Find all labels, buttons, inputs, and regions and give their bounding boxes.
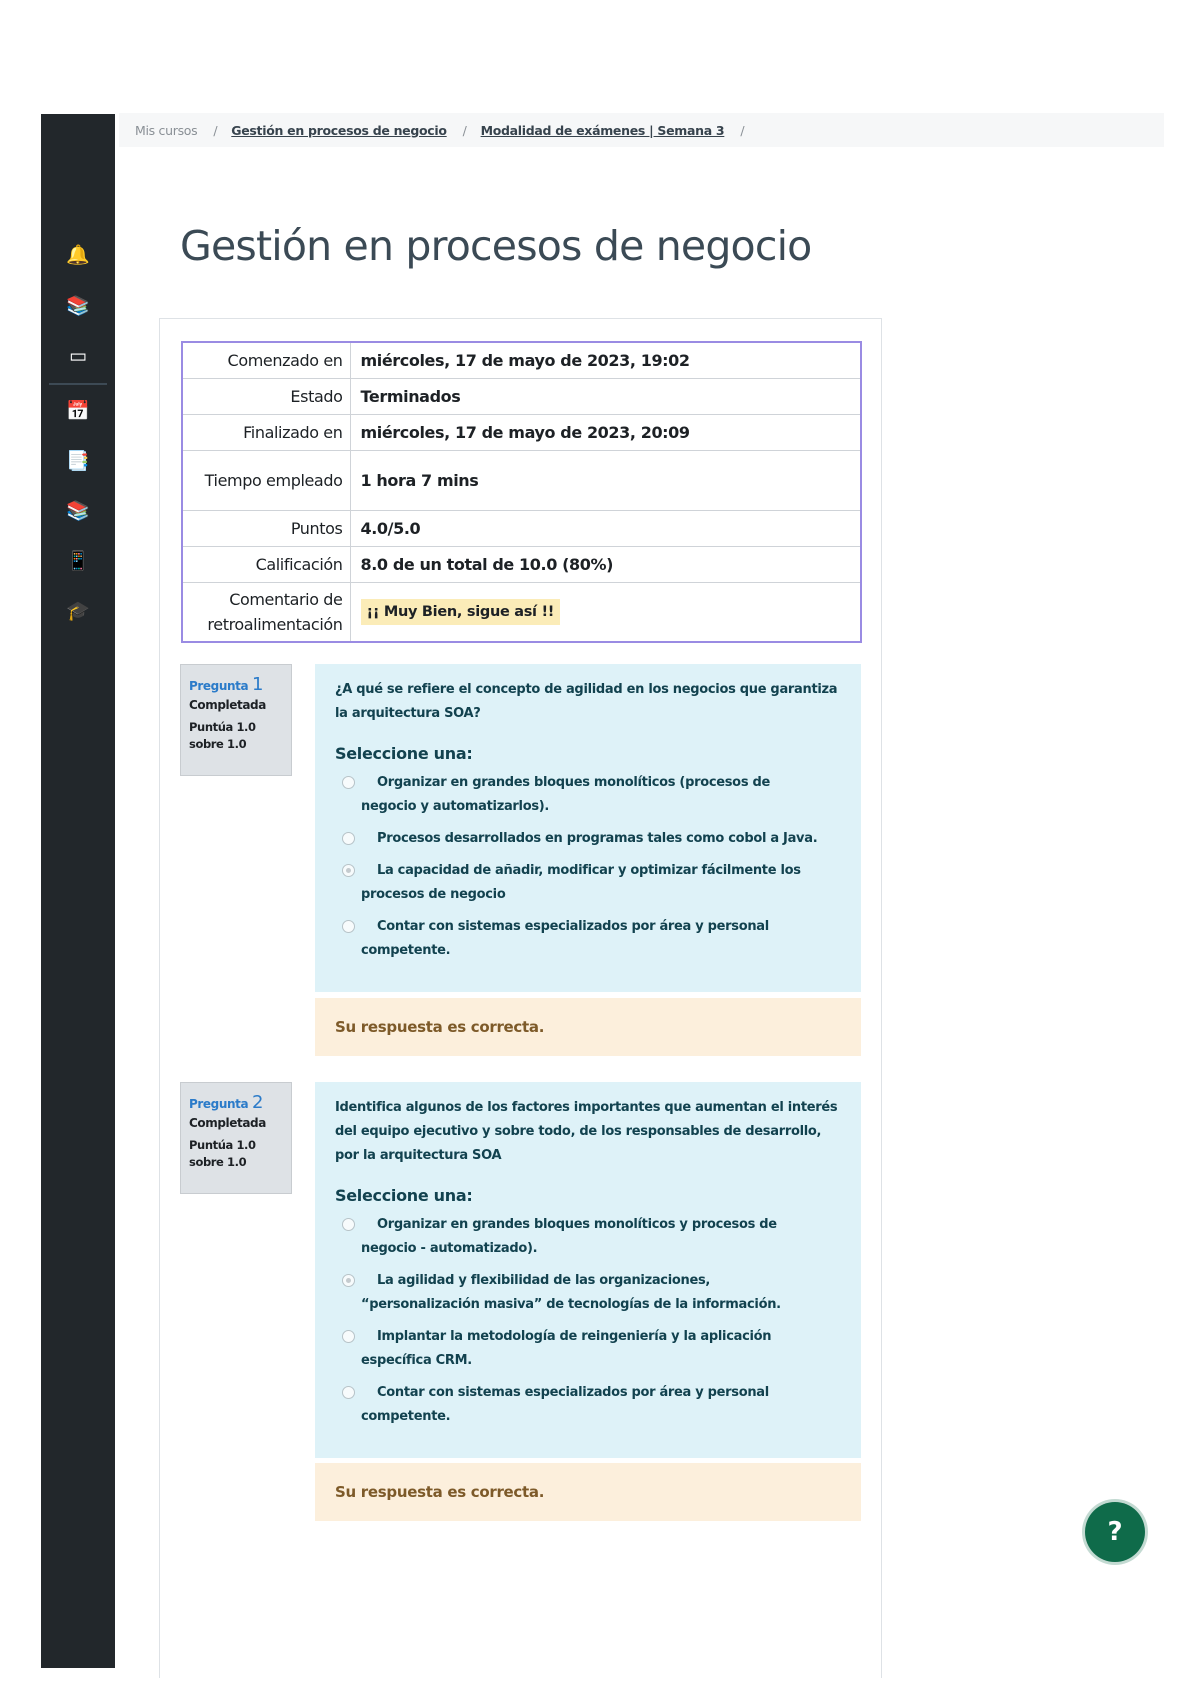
library-icon[interactable]: 📚	[66, 499, 90, 522]
question-state: Completada	[189, 698, 266, 712]
breadcrumb-separator: /	[213, 122, 218, 138]
mobile-icon[interactable]: 📱	[66, 549, 90, 572]
notification-bell-icon[interactable]: 🔔	[66, 243, 90, 266]
question-grade: Puntúa 1.0 sobre 1.0	[189, 720, 256, 751]
answer-option-text: Contar con sistemas especializados por área y personal competente.	[361, 919, 769, 958]
question-content-2	[315, 1082, 861, 1458]
summary-label: Comentario de retroalimentación	[182, 582, 350, 642]
sidebar-divider	[49, 383, 107, 385]
radio-button[interactable]	[342, 1386, 355, 1399]
question-grade: Puntúa 1.0 sobre 1.0	[189, 1138, 256, 1169]
summary-row-time-taken	[182, 450, 861, 510]
question-number: 1	[251, 674, 264, 695]
question-state: Completada	[189, 1116, 266, 1130]
breadcrumb	[119, 113, 1164, 147]
question-text: ¿A qué se refiere el concepto de agilidad en los negocios que garantiza la arquitectura SOA?	[335, 682, 838, 721]
breadcrumb-my-courses[interactable]: Mis cursos	[135, 122, 198, 138]
answer-option[interactable]	[335, 1269, 841, 1317]
answer-feedback-2: Su respuesta es correcta.	[315, 1463, 861, 1521]
answer-option-text: La agilidad y flexibilidad de las organizaciones, “personalización masiva” de tecnologías de la información.	[361, 1273, 781, 1312]
question-number-label: Pregunta 2	[189, 1092, 264, 1113]
summary-label: Estado	[182, 378, 350, 414]
breadcrumb-section-link[interactable]: Modalidad de exámenes | Semana 3	[480, 122, 725, 138]
summary-label: Comenzado en	[182, 342, 350, 378]
radio-button[interactable]	[342, 1218, 355, 1231]
radio-button-selected[interactable]	[342, 864, 355, 877]
copy-icon[interactable]: 📑	[66, 449, 90, 472]
question-info-2	[180, 1082, 292, 1194]
radio-button[interactable]	[342, 920, 355, 933]
breadcrumb-course-link[interactable]: Gestión en procesos de negocio	[231, 122, 447, 138]
answer-option-text: Contar con sistemas especializados por área y personal competente.	[361, 1385, 769, 1424]
answer-feedback-1: Su respuesta es correcta.	[315, 998, 861, 1056]
summary-value: miércoles, 17 de mayo de 2023, 20:09	[350, 414, 861, 450]
summary-value: 1 hora 7 mins	[350, 450, 861, 510]
page-title: Gestión en procesos de negocio	[180, 222, 812, 270]
radio-button[interactable]	[342, 1330, 355, 1343]
answer-option[interactable]	[335, 1325, 841, 1373]
graduation-cap-icon[interactable]: 🎓	[66, 599, 90, 622]
answer-option[interactable]	[335, 915, 841, 963]
summary-value: 8.0 de un total de 10.0 (80%)	[350, 546, 861, 582]
summary-row-finished	[182, 414, 861, 450]
question-number: 2	[251, 1092, 264, 1113]
question-content-1	[315, 664, 861, 992]
breadcrumb-separator: /	[462, 122, 467, 138]
calendar-icon[interactable]: 📅	[66, 399, 90, 422]
answer-option[interactable]	[335, 1381, 841, 1429]
question-text: Identifica algunos de los factores importantes que aumentan el interés del equipo ejecutivo y sobre todo, de los responsables de desarrollo, por la arquitectura SOA	[335, 1100, 838, 1163]
answer-prompt: Seleccione una:	[335, 1186, 473, 1205]
left-sidebar	[41, 114, 115, 1668]
radio-button-selected[interactable]	[342, 1274, 355, 1287]
radio-button[interactable]	[342, 832, 355, 845]
answer-prompt: Seleccione una:	[335, 744, 473, 763]
answer-option[interactable]	[335, 771, 841, 819]
book-icon[interactable]: 📚	[66, 294, 90, 317]
summary-row-points	[182, 510, 861, 546]
feedback-highlight: ¡¡ Muy Bien, sigue así !!	[361, 599, 561, 625]
question-number-label: Pregunta 1	[189, 674, 264, 695]
answer-option-text: Organizar en grandes bloques monolíticos (procesos de negocio y automatizarlos).	[361, 775, 771, 814]
answer-option[interactable]	[335, 859, 841, 907]
summary-row-started	[182, 342, 861, 378]
summary-label: Calificación	[182, 546, 350, 582]
breadcrumb-separator: /	[740, 122, 745, 138]
summary-value: Terminados	[350, 378, 861, 414]
summary-row-feedback	[182, 582, 861, 642]
summary-value: 4.0/5.0	[350, 510, 861, 546]
answer-option[interactable]	[335, 827, 841, 851]
help-button[interactable]: ?	[1085, 1502, 1145, 1562]
summary-label: Finalizado en	[182, 414, 350, 450]
summary-row-state	[182, 378, 861, 414]
summary-value	[350, 582, 861, 642]
answer-option-text: Organizar en grandes bloques monolíticos y procesos de negocio - automatizado).	[361, 1217, 777, 1256]
answer-option-text: Procesos desarrollados en programas tales como cobol a Java.	[377, 831, 818, 846]
summary-label: Puntos	[182, 510, 350, 546]
answer-option-text: Implantar la metodología de reingeniería y la aplicación específica CRM.	[361, 1329, 772, 1368]
answer-option[interactable]	[335, 1213, 841, 1261]
folder-icon[interactable]: ▭	[69, 344, 87, 367]
summary-value: miércoles, 17 de mayo de 2023, 19:02	[350, 342, 861, 378]
radio-button[interactable]	[342, 776, 355, 789]
attempt-summary-table	[181, 341, 862, 643]
summary-row-grade	[182, 546, 861, 582]
answer-option-text: La capacidad de añadir, modificar y optimizar fácilmente los procesos de negocio	[361, 863, 801, 902]
summary-label: Tiempo empleado	[182, 450, 350, 510]
question-info-1	[180, 664, 292, 776]
